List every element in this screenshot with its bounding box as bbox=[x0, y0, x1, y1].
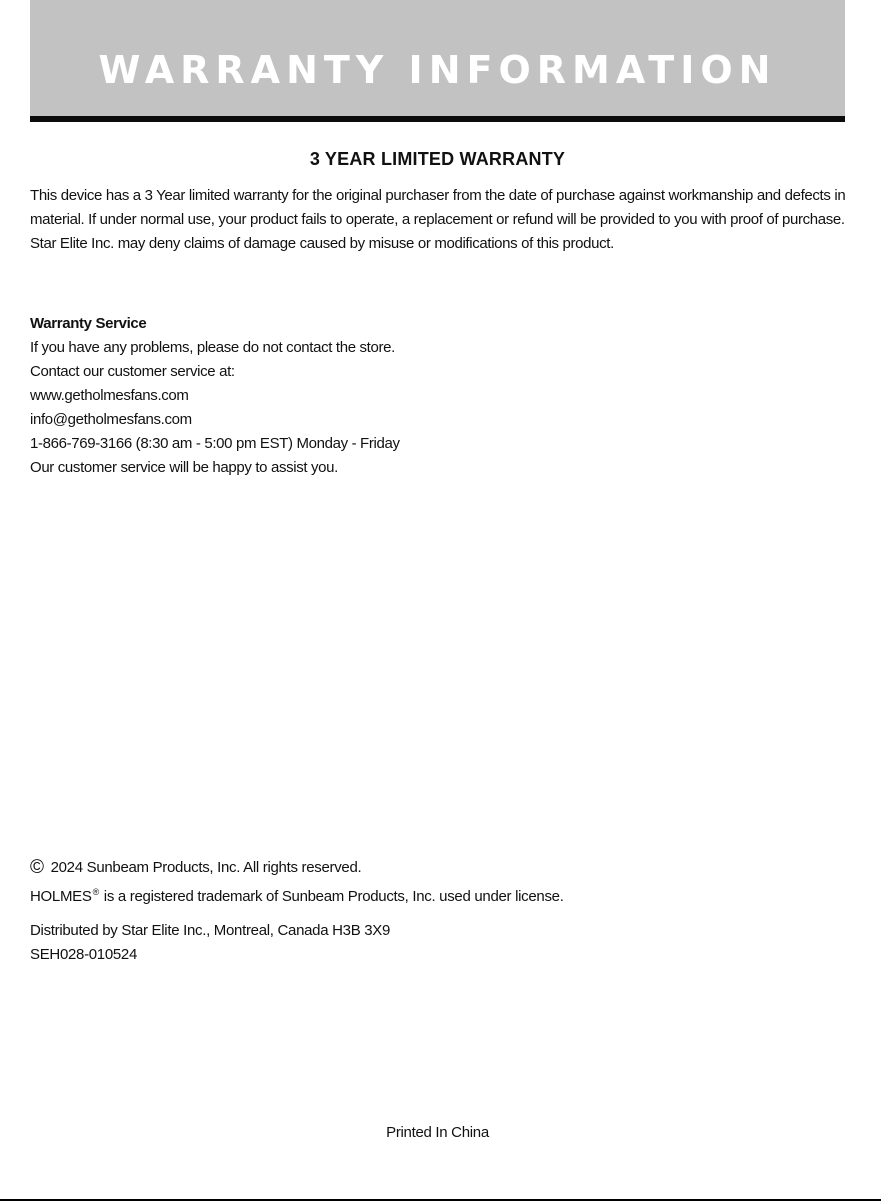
warranty-service-heading: Warranty Service bbox=[30, 315, 147, 332]
copyright-text: 2024 Sunbeam Products, Inc. All rights reserved. bbox=[50, 859, 362, 876]
service-phone-hours: 1-866-769-3166 (8:30 am - 5:00 pm EST) Monday - Friday bbox=[30, 435, 400, 452]
trademark-line bbox=[30, 880, 846, 909]
printed-in-label: Printed In China bbox=[386, 1124, 489, 1141]
model-code: SEH028-010524 bbox=[30, 946, 138, 963]
distributor-line: Distributed by Star Elite Inc., Montreal, Canada H3B 3X9 bbox=[30, 922, 391, 939]
trademark-text: is a registered trademark of Sunbeam Products, Inc. used under license. bbox=[103, 888, 564, 905]
warranty-service-section bbox=[30, 312, 846, 480]
warranty-title: 3 YEAR LIMITED WARRANTY bbox=[309, 149, 566, 169]
trademark-brand: HOLMES bbox=[30, 888, 92, 905]
copyright-icon: © bbox=[30, 857, 44, 878]
copyright-line bbox=[30, 856, 846, 880]
header-divider bbox=[30, 116, 845, 122]
service-note: If you have any problems, please do not contact the store. bbox=[30, 339, 395, 356]
page-title: WARRANTY INFORMATION bbox=[98, 48, 777, 92]
warranty-paragraph: This device has a 3 Year limited warranty for the original purchaser from the date of purchase against workmanship and defects in material. If under normal use, your product fails to operate, a replacement or refund will be provided to you with proof of purchase. Star Elite Inc. may deny claims of damage caused by misuse or modifications of this product. bbox=[30, 187, 846, 252]
service-closing: Our customer service will be happy to assist you. bbox=[30, 459, 338, 476]
registered-mark-icon: ® bbox=[92, 887, 99, 897]
service-email: info@getholmesfans.com bbox=[30, 411, 192, 428]
service-contact-intro: Contact our customer service at: bbox=[30, 363, 235, 380]
service-website: www.getholmesfans.com bbox=[30, 387, 189, 404]
legal-section bbox=[30, 856, 846, 967]
legal-spacer bbox=[30, 909, 846, 919]
header-banner bbox=[30, 0, 845, 116]
